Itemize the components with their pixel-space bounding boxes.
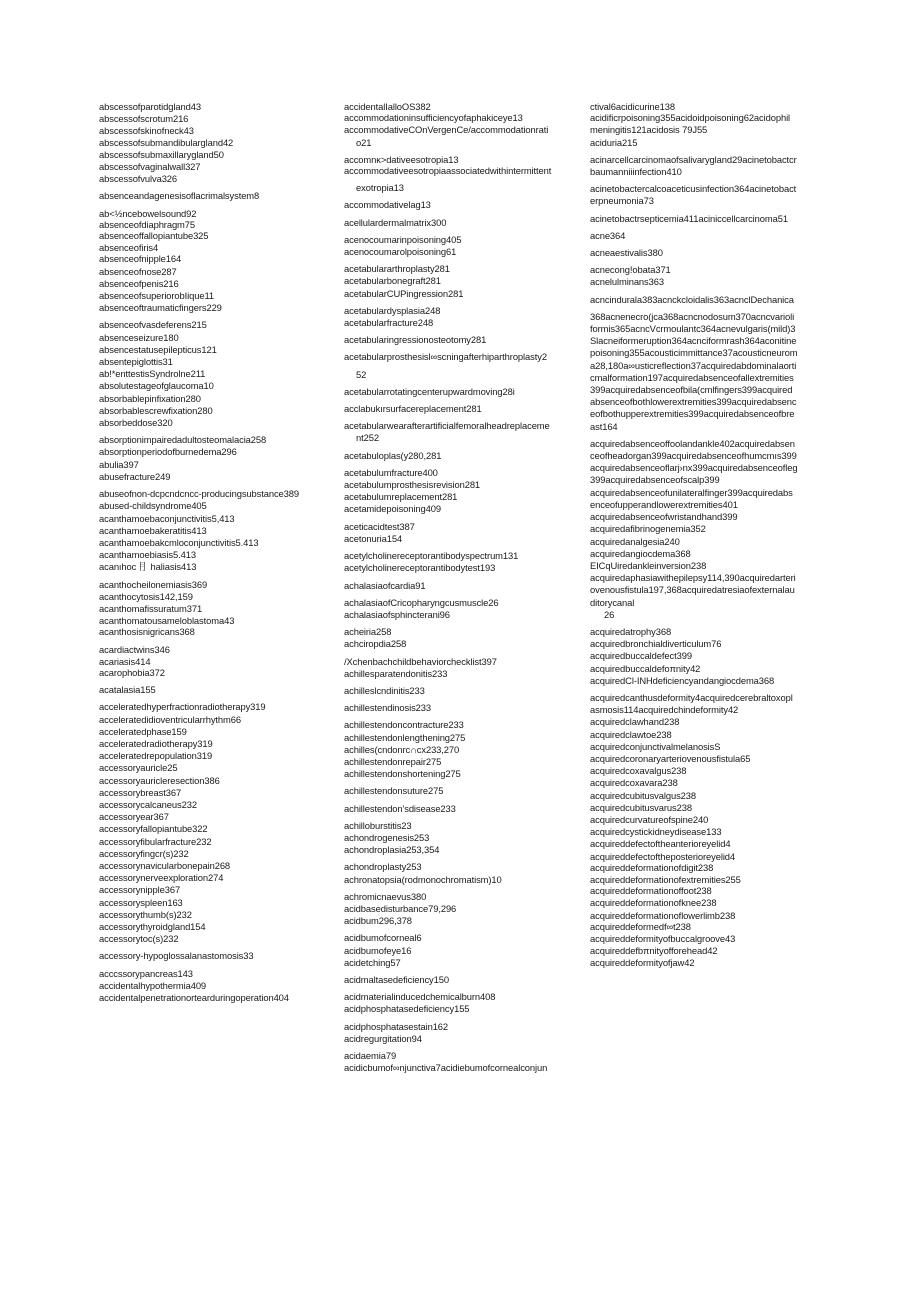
index-entry: abscessofsubmaxillarygland50 <box>99 148 224 160</box>
index-entry: acquireddefectoftheanterioreyelid4 <box>590 838 731 850</box>
index-entry: meningitis121acidosis 79J55 <box>590 124 708 136</box>
index-entry: achalasiaofCricopharyngcusmuscle26 <box>344 596 499 608</box>
index-entry: acanthocytosis142,159 <box>99 590 193 602</box>
index-entry: ab<½ncebowelsound92 <box>99 207 197 219</box>
index-entry: acquiredcurvatureofspine240 <box>590 813 709 825</box>
index-entry: acquiredaphasiawithepilepsy114,390acquiredarteri <box>590 572 796 584</box>
index-entry: achilloburstitis23 <box>344 819 412 831</box>
index-entry: accessorybreast367 <box>99 786 182 798</box>
index-entry: achromicnaevus380 <box>344 890 427 902</box>
index-entry: achillestendoncontracture233 <box>344 719 464 731</box>
index-entry: asmosis114acquiredchindeformity42 <box>590 704 739 716</box>
index-entry: abuseofnon-dcpcndcncc-producingsubstance389 <box>99 488 300 500</box>
index-entry: acquiredcoronaryarteriovenousfistula65 <box>590 752 751 764</box>
index-entry: acanthomatousameloblastoma43 <box>99 615 235 627</box>
index-entry: formis365acncVcrmoulantc364acnevulgaris(mild)3 <box>590 323 796 335</box>
index-entry: acarophobia372 <box>99 666 165 678</box>
index-entry: accessoryauricleresection386 <box>99 774 220 786</box>
index-entry: abused-childsyndrome405 <box>99 500 207 512</box>
index-entry: cmalformation197acquiredabsenceofallextremities <box>590 371 794 383</box>
index-entry: 26 <box>604 608 615 620</box>
index-entry: acceleratedhyperfractionradiotherapy319 <box>99 701 266 713</box>
index-entry: achillestendonrepair275 <box>344 755 442 767</box>
index-entry: acetabularwearafterartificialfemoralheadreplaceme <box>344 420 550 432</box>
index-entry: acquiredCl-INHdeficiencyandangiocdema368 <box>590 674 775 686</box>
index-entry: acetabuloplas(y280,281 <box>344 449 442 461</box>
index-entry: acceleratedidioventricularrhythm66 <box>99 713 241 725</box>
index-entry: absencestatusepilepticus121 <box>99 343 217 355</box>
index-entry: acidphosphatasedeficiency155 <box>344 1003 470 1015</box>
index-entry: acetonuria154 <box>344 532 403 544</box>
index-entry: acquireddeformationofextremities255 <box>590 873 741 885</box>
index-entry: accidentalhypothermia409 <box>99 979 207 991</box>
index-entry: acceleratedrepopulation319 <box>99 750 213 762</box>
index-entry: ceofheadorgan399acquiredabsenceofhumcmıs399 <box>590 450 797 462</box>
index-entry: absenceseizure180 <box>99 331 179 343</box>
index-entry: accessorythyroidgland154 <box>99 921 206 932</box>
index-entry: accessoryfallopiantube322 <box>99 823 208 835</box>
index-entry: acquiredanalgesia240 <box>590 535 680 547</box>
index-entry: acetylcholinereceptorantibodytest193 <box>344 562 496 574</box>
index-entry: abusefracture249 <box>99 470 171 482</box>
index-entry: acetabularprosthesisl∞scningafterhiparthroplasty2 <box>344 351 547 363</box>
index-entry: acquireddeformityofjaw42 <box>590 957 695 969</box>
index-entry: 52 <box>356 368 367 380</box>
index-entry: accessoryfibularfracture232 <box>99 835 212 847</box>
index-entry: acquireddefbπnityofforehead42 <box>590 945 718 957</box>
index-entry: accessorynerveexploration274 <box>99 872 224 884</box>
index-entry: acnelulminans363 <box>590 276 664 288</box>
index-entry: achillestendonshortening275 <box>344 768 461 780</box>
index-entry: acceleratedradiotherapy319 <box>99 737 213 749</box>
index-entry: acquiredafibrinogenemia352 <box>590 523 706 535</box>
index-entry: absenceofpenis216 <box>99 277 179 289</box>
index-entry: accessory-hypoglossalanastomosis33 <box>99 950 254 962</box>
index-entry: acinarcellcarcinomaofsalivarygland29acinetobactcr <box>590 153 797 165</box>
index-entry: accomnκ>dativeesotropia13 <box>344 153 459 165</box>
index-entry: acheiria258 <box>344 626 392 638</box>
index-column-1 <box>99 101 317 1003</box>
index-entry: 399acquiredabsenceofscalp399 <box>590 474 720 486</box>
index-entry: achronatopsia(rodmonochromatism)10 <box>344 873 502 885</box>
index-entry: EICqUiredankleinversion238 <box>590 559 707 571</box>
index-entry: accommodationinsufficiencyofaphakiceye13 <box>344 112 523 124</box>
index-entry: acanthomafissuratum371 <box>99 602 203 614</box>
index-entry: acquiredabsenceofunilateralfinger399acquiredabs <box>590 486 793 498</box>
index-entry: acquiredconjunctivalmelanosisS <box>590 740 721 752</box>
index-entry: acidbasedisturbance79,296 <box>344 902 457 914</box>
index-entry: achilles(cndonrc∩cx233,270 <box>344 743 460 755</box>
index-entry: absenceofsuperiorobIique11 <box>99 290 215 302</box>
index-entry: abscessofvaginalwall327 <box>99 161 201 173</box>
index-column-2 <box>344 101 580 1073</box>
index-entry: acquiredcubitusvarus238 <box>590 801 692 813</box>
index-entry: acccssorypancreas143 <box>99 967 193 979</box>
index-entry: acquiredcystickidneydisease133 <box>590 826 722 838</box>
index-entry: exotropia13 <box>356 182 404 194</box>
index-entry: achillestendonlengthening275 <box>344 731 466 743</box>
index-entry: Slacneiformeruption364acnciformrash364aconitine <box>590 335 797 347</box>
index-entry: acidbumofeye16 <box>344 944 412 956</box>
index-entry: accessorytoc(s)232 <box>99 933 179 945</box>
index-entry: acquiredcanthusdeformity4acquiredcerebraltoxopl <box>590 691 793 703</box>
index-entry: ctival6acidicurine138 <box>590 101 675 112</box>
index-entry: acetylcholinereceptorantibodyspectrum131 <box>344 550 519 562</box>
index-entry: acanthamoebaconjunctivitis5,413 <box>99 512 235 524</box>
index-entry: accommodativeCOnVergenCe/accommodationrati <box>344 124 549 136</box>
index-entry: acetabularingressionosteotomy281 <box>344 334 487 346</box>
index-entry: achciropdia258 <box>344 638 407 650</box>
index-entry: acquireddeformityofbuccalgroove43 <box>590 933 736 944</box>
index-entry: acinetobactrsepticemia411aciniccellcarcinoma51 <box>590 212 788 224</box>
index-entry: acidmaterialinducedchemicalburn408 <box>344 991 496 1003</box>
index-entry: accessoryauricle25 <box>99 762 178 774</box>
index-entry: acetabularbonegraft281 <box>344 275 441 287</box>
index-entry: acceleratedphase159 <box>99 725 187 737</box>
index-entry: absorbablescrewfixation280 <box>99 404 213 416</box>
index-entry: nt252 <box>356 432 379 444</box>
index-entry: acetabularrotatingcenterupwardmoving28i <box>344 385 515 397</box>
index-entry: accidentalIalloOS382 <box>344 101 431 112</box>
index-entry: 368acnenecro(jca368acncnodosum370acncvarioli <box>590 310 795 322</box>
index-entry: achalasiaofsphincterani96 <box>344 608 450 620</box>
index-entry: acquireddeformedf∞t238 <box>590 920 691 932</box>
index-entry: eofbothupperextremities399acquiredabsenceofbre <box>590 408 795 420</box>
index-entry: acetabularCUPingression281 <box>344 287 464 299</box>
index-entry: acetabulararthroplasty281 <box>344 263 450 275</box>
index-entry: absorptionimpairedadultosteomalacia258 <box>99 434 267 446</box>
index-entry: acquiredangiocdema368 <box>590 547 691 559</box>
index-entry: acidphosphatasestain162 <box>344 1020 449 1032</box>
index-entry: accessorycalcaneus232 <box>99 798 197 810</box>
index-entry: abscessofvulva326 <box>99 173 178 185</box>
index-entry: aciduria215 <box>590 136 638 148</box>
index-entry: acetabulumfracture400 <box>344 466 438 478</box>
index-entry: absolutestageofglaucoma10 <box>99 380 214 392</box>
index-entry: acneaestivalis380 <box>590 247 663 259</box>
index-entry: acquiredcubitusvalgus238 <box>590 789 697 801</box>
index-entry: acetamidepoisoning409 <box>344 503 441 515</box>
index-entry: absorbablepinfixation280 <box>99 392 201 404</box>
index-entry: acquiredabsenceofwristandhand399 <box>590 511 738 523</box>
index-entry: abscessofsubmandibulargland42 <box>99 136 234 148</box>
index-entry: baumanniiinfection410 <box>590 166 682 178</box>
index-entry: acquiredabsenceoffoolandankle402acquiredabsen <box>590 437 795 449</box>
index-entry: absenceoffallopiantube325 <box>99 230 209 242</box>
index-entry: acidaemia79 <box>344 1050 397 1061</box>
index-entry: acetabularfracture248 <box>344 317 434 329</box>
index-entry: acquireddeformationoffoot238 <box>590 885 712 897</box>
index-entry: accessorythumb(s)232 <box>99 908 192 920</box>
index-entry: accessoryfingcr(s)232 <box>99 847 189 859</box>
index-entry: acetabulumprosthesisrevision281 <box>344 479 481 491</box>
index-entry: absenceofdiaphragm75 <box>99 218 195 230</box>
index-entry: absenceofbothlowerextremities399acquiredabsenc <box>590 396 797 408</box>
index-entry: acncindurala383acnckcloidalis363acnclDechanica <box>590 293 794 305</box>
index-entry: acquiredabsenceoflarj›nx399acquiredabsenceofleg <box>590 462 798 474</box>
index-entry: acanthocheilonemiasis369 <box>99 578 208 590</box>
index-entry: absorbeddose320 <box>99 417 173 429</box>
index-entry: achillestendinosis233 <box>344 702 432 714</box>
index-entry: acquiredcoxavalgus238 <box>590 765 687 777</box>
index-entry: acclabukırsurfacereplacement281 <box>344 403 482 415</box>
index-entry: 399acquiredabsenceofbila(cmlfingers399acquired <box>590 384 793 396</box>
index-entry: ovenousfistula197,368acquiredatresiaofexternalau <box>590 584 795 596</box>
index-entry: abscessofparotidgland43 <box>99 101 201 112</box>
index-entry: acariasis414 <box>99 655 151 667</box>
index-entry: acellulardermalmatrix300 <box>344 216 447 228</box>
index-entry: absenceofvasdeferens215 <box>99 319 207 331</box>
index-entry: achilleslcndinitis233 <box>344 684 425 696</box>
index-entry: acne364 <box>590 229 626 241</box>
index-entry: acquiredbuccaldefoπnity42 <box>590 662 701 674</box>
index-entry: accommodativeesotropiaassociatedwithintermittent <box>344 165 552 177</box>
index-entry: achondrogenesis253 <box>344 831 430 843</box>
index-entry: abscessofscrotum216 <box>99 113 189 125</box>
index-entry: ast164 <box>590 420 618 432</box>
index-entry: acanthamoebakeratitis413 <box>99 524 207 536</box>
index-entry: acquiredcoxavara238 <box>590 777 678 789</box>
index-entry: acenocoumarinpoisoning405 <box>344 233 462 245</box>
index-entry: acanıhoc ⺝ haliasis413 <box>99 561 197 573</box>
index-entry: acanthamoebiasis5.413 <box>99 549 196 561</box>
index-entry: acquireddefectoftheposterioreyelid4 <box>590 850 736 862</box>
index-entry: acetabulumreplacement281 <box>344 491 458 503</box>
index-entry: acquiredclawtoe238 <box>590 728 672 740</box>
index-column-3 <box>590 101 822 969</box>
index-entry: accessoryear367 <box>99 811 169 823</box>
index-entry: absentepiglottis31 <box>99 356 173 368</box>
index-entry: accessoryspleen163 <box>99 896 183 908</box>
index-entry: achillestendon'sdisease233 <box>344 802 456 814</box>
index-entry: absorptionperiodofburnedema296 <box>99 446 237 458</box>
index-entry: achillestendonsuture275 <box>344 785 444 797</box>
index-entry: acidmaltasedeficiency150 <box>344 973 449 985</box>
index-entry: /Xchenbachchildbehaviorchecklist397 <box>344 655 497 667</box>
index-entry: acidetching57 <box>344 956 401 968</box>
index-entry: acanthamoebakcmloconjunctivitis5.413 <box>99 536 259 548</box>
index-entry: acquiredbronchialdiverticulum76 <box>590 638 722 650</box>
index-entry: acquiredclawhand238 <box>590 716 680 728</box>
index-entry: acquiredbuccaldefect399 <box>590 650 692 662</box>
index-entry: achillesparatendonitis233 <box>344 667 448 679</box>
index-entry: enceofupperandlowerextremities401 <box>590 498 738 510</box>
index-entry: o21 <box>356 136 372 148</box>
index-entry: acidbum296,378 <box>344 915 412 927</box>
index-entry: achondroplasia253,354 <box>344 844 440 856</box>
index-entry: aceticacidtest387 <box>344 520 415 532</box>
index-entry: acquireddeformationofdigit238 <box>590 861 714 873</box>
index-entry: acnecong!obata371 <box>590 264 671 276</box>
index-entry: acidicbumof∞njunctiva7acidiebumofcornealconjun <box>344 1062 548 1074</box>
index-entry: abulia397 <box>99 458 139 470</box>
index-entry: acidregurgitation94 <box>344 1032 422 1044</box>
index-entry: acquireddeformationofknee238 <box>590 897 717 909</box>
index-entry: absenceofiris4 <box>99 242 159 254</box>
index-entry: absenceoftraumaticfingers229 <box>99 302 222 314</box>
index-entry: a28,180a∞usticreflection37acquiredabdominalaorti <box>590 359 797 371</box>
index-entry: acidbumofcorneal6 <box>344 932 422 944</box>
index-entry: acquireddeformationoflowerlimb238 <box>590 909 736 921</box>
index-entry: acetabulardysplasia248 <box>344 304 441 316</box>
index-entry: accidentalpenetrationortearduringoperation404 <box>99 992 289 1004</box>
index-entry: acinetobactercalcoaceticusinfection364acinetobact <box>590 183 797 195</box>
index-entry: acenocoumarolpoisoning61 <box>344 246 457 258</box>
index-entry: abscessofskinofneck43 <box>99 125 194 137</box>
index-entry: absenceofnose287 <box>99 265 177 277</box>
index-entry: acatalasia155 <box>99 684 156 696</box>
index-entry: accessorynavicularbonepain268 <box>99 859 231 871</box>
index-entry: acardiactwins346 <box>99 643 170 655</box>
index-entry: achalasiaofcardia91 <box>344 579 426 591</box>
index-entry: absenceandagenesisoflacrimalsystem8 <box>99 190 260 202</box>
index-entry: erpneumonia73 <box>590 195 654 207</box>
index-entry: achondroplasty253 <box>344 861 422 873</box>
index-entry: absenceofnipple164 <box>99 253 182 265</box>
index-entry: accommodativelag13 <box>344 199 431 211</box>
index-entry: acidificrpoisoning355acidoidpoisoning62acidophil <box>590 112 791 124</box>
index-entry: ditorycanal <box>590 596 635 608</box>
index-entry: poisoning355acousticimmittance37acousticneurom <box>590 347 798 359</box>
index-entry: acquiredatrophy368 <box>590 625 672 637</box>
index-entry: ab!*enttestisSyndrolne211 <box>99 368 206 380</box>
index-entry: accessorynipple367 <box>99 884 181 896</box>
index-entry: acanthosisnigricans368 <box>99 626 195 638</box>
